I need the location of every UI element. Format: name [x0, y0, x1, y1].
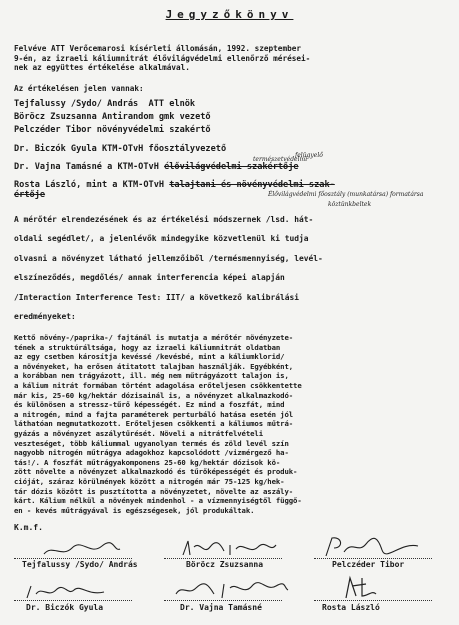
intro-line: nek az együttes értékelése alkalmával.	[14, 63, 190, 73]
attendee-line: Pelczéder Tibor növényvédelmi szakértő	[14, 125, 211, 135]
body-line: elszíneződés, megdőlés/ annak interferencia képei alapján	[14, 273, 285, 283]
struck-text: talajtani és növényvédelmi szak-	[169, 180, 335, 190]
signatory-name: Böröcz Zsuzsanna	[186, 560, 264, 569]
body-line: az egy csetben károsítja kevéssé /kevésbé, mint a káliumklorid/	[14, 352, 285, 362]
attendee-line: Tejfalussy /Sydo/ András ATT elnök	[14, 99, 196, 109]
body-line: veszteséget, több káliummal ugyanolyan termés és zöld levél szín	[14, 438, 289, 448]
body-line: cióját, száraz körülmények között a nitrogén már 75-125 kg/hek-	[14, 477, 285, 486]
body-line: a nitrogén, mind a fajta paraméterek perturbáló hatása esetén jól	[14, 409, 294, 419]
body-line: eredményeket:	[14, 312, 76, 321]
handwritten-insert: Élővilágvédelmi főosztály (munkatársa) formatársa	[268, 191, 424, 198]
body-line: kárt. Kálium nélkül a növények mindenhol - a vízmennyiségtől függő-	[14, 496, 302, 506]
body-line: A mérőtér elrendezésének és az értékelési módszernek /lsd. hát-	[14, 215, 314, 224]
signature-mark	[172, 578, 292, 602]
signature-mark	[24, 582, 114, 602]
attendee-vajna-prefix: Dr. Vajna Tamásné a KTM-OTvH	[14, 162, 159, 172]
body-line: olvasni a növényzet látható jellemzőiből /termésmennyiség, levél-	[14, 253, 323, 263]
intro-line: Felvéve ATT Verőcemarosi kísérleti állomásán, 1992. szeptember	[14, 44, 301, 53]
signature-mark	[42, 540, 122, 560]
body-line: már kis, 25-60 kg/hektár dózisainál is, a növényzet alkalmazkodó-	[14, 390, 294, 400]
body-line: Kettő növény-/paprika-/ fajtánál is mutatja a mérőtér növényzete-	[14, 333, 294, 342]
body-line: a korábban nem trágyázott, ill. még nem műtrágyázott talajon is,	[14, 371, 289, 381]
body-line: en - kevés műtrágyával is egészségesek, jól produkáltak.	[14, 505, 255, 515]
body-line: nagyobb nitrogén műtrágya adagokhoz kapcsolódott /vizmérgező ha-	[14, 448, 289, 458]
intro-line: 9-én, az izraeli káliumnitrát élővilágvédelmi ellenőrző mérései-	[14, 53, 311, 63]
body-line: a növényeket, ha erősen átitatott talajban használják. Egyébként,	[14, 361, 294, 371]
body-line: tár dózis között is pusztította a növényzetet, növelte az aszály-	[14, 486, 294, 496]
body-line: /Interaction Interference Test: IIT/ a következő kalibrálási	[14, 292, 300, 302]
signatory-name: Dr. Vajna Tamásné	[180, 603, 262, 612]
handwritten-insert: természetvédelmi	[253, 156, 308, 163]
body-line: és különösen a stressz-tűrő képességét. Ez mind a foszfát, mind	[14, 400, 285, 410]
handwritten-insert: felügyelő	[295, 152, 323, 159]
body-line: gyázás a növényzet aszálytűrését. Növeli a nitrátfelvételi	[14, 429, 264, 438]
kmf-label: K.m.f.	[14, 523, 43, 532]
document-title: Jegyzőkönyv	[165, 8, 294, 21]
body-line: a kálium nitrát formában történt adagolása erőteljesen csökkentette	[14, 381, 302, 390]
attendee-rosta-prefix: Rosta László, mint a KTM-OTvH	[14, 180, 165, 190]
signatory-name: Pelczéder Tibor	[332, 560, 405, 569]
signatory-name: Tejfalussy /Sydo/ András	[22, 560, 138, 569]
signatory-name: Rosta László	[322, 603, 380, 612]
struck-text: értője	[14, 190, 46, 200]
attendee-line: Böröcz Zsuzsanna Antirandom gmk vezető	[14, 112, 211, 122]
body-line: láthatóan megmutatkozott. Erőteljesen csökkenti a káliumos műtrá-	[14, 419, 294, 429]
struck-text: élővilágvédelmi szakértője	[164, 162, 299, 172]
signature-mark	[180, 537, 300, 561]
body-line: zött növelte a növényzet alkalmazkodó és tűrőképességét és produk-	[14, 467, 298, 477]
attendee-line: Dr. Biczók Gyula KTM-OTvH főosztályvezető	[14, 144, 227, 154]
handwritten-insert: köztünkbeltek	[328, 201, 372, 208]
present-label: Az értékelésen jelen vannak:	[14, 84, 144, 93]
signature-mark	[340, 574, 380, 602]
body-line: tás!/. A foszfát műtrágyakomponens 25-60 kg/hektár dózisok kö-	[14, 457, 281, 467]
body-line: tének a struktúráltsága, hogy az izraeli káliumnitrát oldatban	[14, 342, 281, 352]
body-line: oldali segédlet/, a jelenlévők mindegyike közvetlenül ki tudja	[14, 234, 309, 244]
signatory-name: Dr. Biczók Gyula	[26, 603, 104, 612]
signature-mark	[322, 534, 422, 560]
